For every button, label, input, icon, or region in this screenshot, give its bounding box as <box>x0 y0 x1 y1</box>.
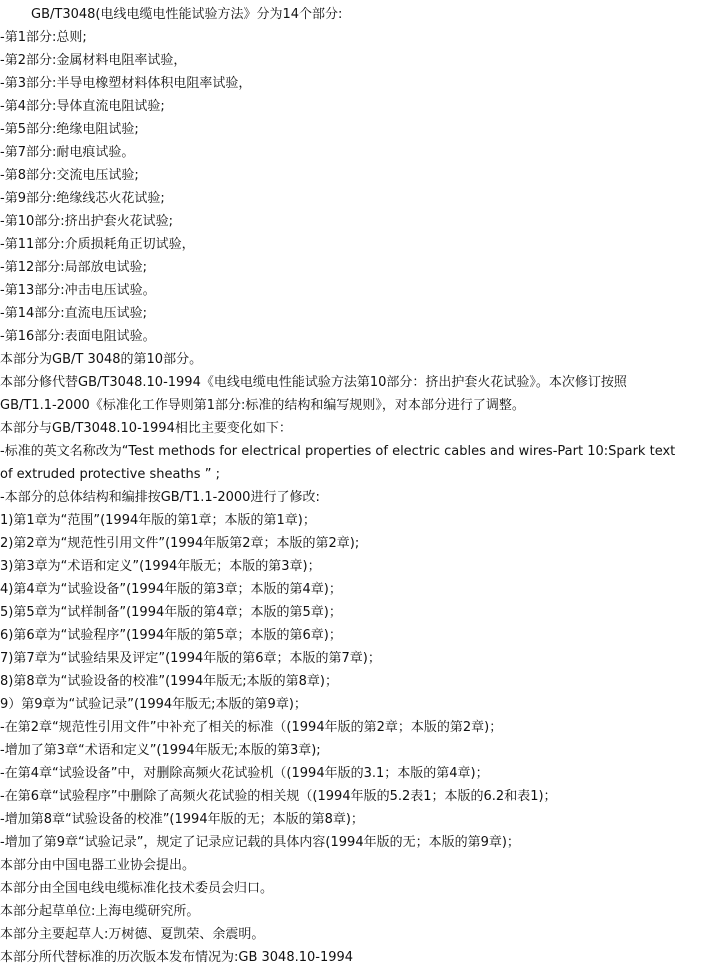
text-line: 7)第7章为“试验结果及评定”(1994年版的第6章；本版的第7章)； <box>0 651 381 666</box>
text-line: -第14部分:直流电压试验; <box>0 306 147 321</box>
text-line: -第7部分:耐电痕试验。 <box>0 145 135 160</box>
text-line: -第4部分:导体直流电阻试验; <box>0 99 165 114</box>
text-line: -在第2章“规范性引用文件”中补充了相关的标准（(1994年版的第2章；本版的第2章)； <box>0 720 503 735</box>
text-line: -在第6章“试验程序”中删除了高频火花试验的相关规（(1994年版的5.2表1；本版的6.2和表1)； <box>0 789 557 804</box>
text-line: 2)第2章为“规范性引用文件”(1994年版第2章；本版的第2章); <box>0 536 360 551</box>
text-line: 6)第6章为“试验程序”(1994年版的第5章；本版的第6章)； <box>0 628 342 643</box>
text-line: 1)第1章为“范围”(1994年版的第1章；本版的第1章)； <box>0 513 316 528</box>
text-line: -第2部分:金属材料电阻率试验， <box>0 53 187 68</box>
document-intro-line: GB/T3048(电线电缆电性能试验方法》分为14个部分: <box>31 7 343 22</box>
text-line: 8)第8章为“试验设备的校准”(1994年版无;本版的第8章)； <box>0 674 338 689</box>
text-line: 9）第9章为“试验记录”(1994年版无;本版的第9章)； <box>0 697 307 712</box>
text-line: -第12部分:局部放电试验; <box>0 260 147 275</box>
text-line: 本部分修代替GB/T3048.10-1994《电线电缆电性能试验方法第10部分：挤出护套火花试验》。本次修订按照 <box>0 375 627 390</box>
text-line: 4)第4章为“试验设备”(1994年版的第3章；本版的第4章)； <box>0 582 342 597</box>
text-line: 本部分由全国电线电缆标准化技术委员会归口。 <box>0 881 274 896</box>
text-line: 本部分由中国电器工业协会提出。 <box>0 858 196 873</box>
text-line: -第11部分:介质损耗角正切试验， <box>0 237 195 252</box>
text-line: -第9部分:绝缘线芯火花试验; <box>0 191 165 206</box>
text-line: -增加了第3章“术语和定义”(1994年版无;本版的第3章); <box>0 743 321 758</box>
text-line: -本部分的总体结构和编排按GB/T1.1-2000进行了修改: <box>0 490 320 505</box>
text-line: GB/T1.1-2000《标准化工作导则第1部分:标准的结构和编写规则》，对本部分进行了调整。 <box>0 398 525 413</box>
text-line: 3)第3章为“术语和定义”(1994年版无；本版的第3章)； <box>0 559 321 574</box>
text-line: 本部分所代替标准的历次版本发布情况为:GB 3048.10-1994 <box>0 950 354 965</box>
text-line: 本部分为GB/T 3048的第10部分。 <box>0 352 203 367</box>
text-line: -第8部分:交流电压试验; <box>0 168 139 183</box>
text-line: 本部分起草单位:上海电缆研究所。 <box>0 904 200 919</box>
text-line: 本部分主要起草人:万树德、夏凯荣、余震明。 <box>0 927 265 942</box>
text-line: -增加了第9章“试验记录”，规定了记录应记载的具体内容(1994年版的无；本版的第9章)； <box>0 835 520 850</box>
text-line: -第13部分:冲击电压试验。 <box>0 283 156 298</box>
text-line: -增加第8章“试验设备的校准”(1994年版的无；本版的第8章)； <box>0 812 364 827</box>
text-line: -第10部分:挤出护套火花试验; <box>0 214 173 229</box>
text-line: -在第4章“试验设备”中，对删除高频火花试验机（(1994年版的3.1；本版的第4章)； <box>0 766 489 781</box>
text-line: 本部分与GB/T3048.10-1994相比主要变化如下： <box>0 421 292 436</box>
text-line: -第3部分:半导电橡塑材料体积电阻率试验， <box>0 76 252 91</box>
text-line: -标准的英文名称改为“Test methods for electrical properties of electric cables and wires-Part 10:Spark text <box>0 444 676 459</box>
text-line: -第5部分:绝缘电阻试验; <box>0 122 139 137</box>
text-line: -第16部分:表面电阻试验。 <box>0 329 156 344</box>
text-line: -第1部分:总则; <box>0 30 87 45</box>
text-line: of extruded protective sheaths ” ; <box>0 467 220 482</box>
text-line: 5)第5章为“试样制备”(1994年版的第4章；本版的第5章)； <box>0 605 342 620</box>
